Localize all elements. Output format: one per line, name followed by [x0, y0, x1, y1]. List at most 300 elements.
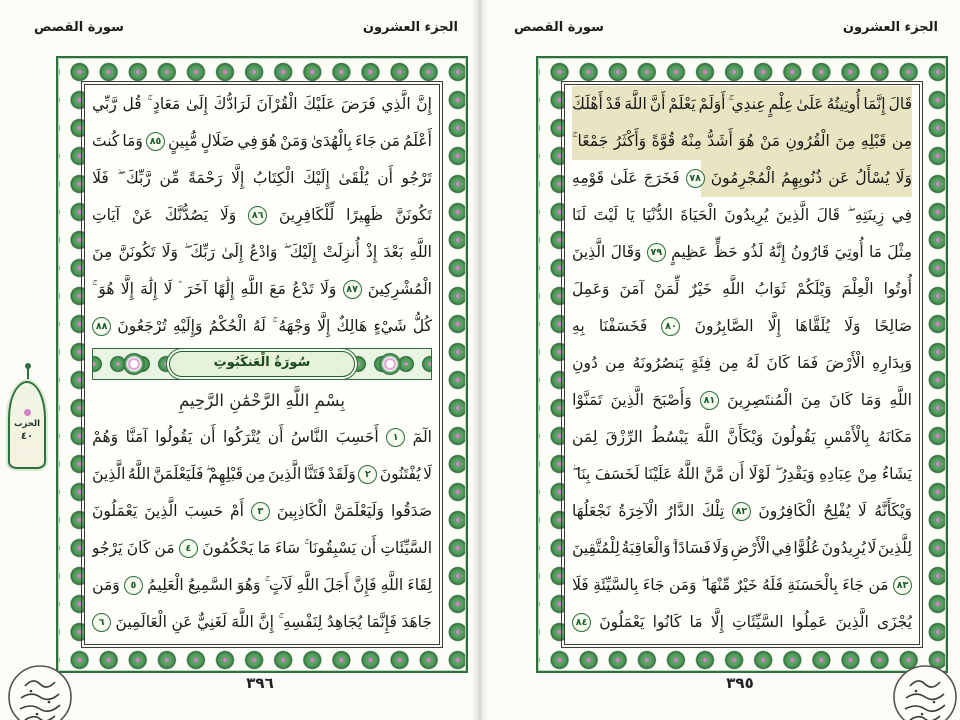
word: تَدْعُ	[292, 280, 314, 298]
word: وَيْلَكُمْ	[795, 280, 832, 298]
word: الَّذِينَ	[775, 206, 810, 224]
word: يُجَاهِدُ	[326, 613, 363, 631]
word: الَّذِي	[381, 95, 411, 113]
word: الَّذِينَ	[268, 465, 302, 483]
ayah-marker: ٨٢	[732, 502, 751, 521]
word: كَانَ	[829, 391, 853, 409]
page-number: ٣٩٥	[726, 674, 754, 692]
word: إِلَّا	[710, 613, 724, 631]
hizb-marker	[5, 366, 51, 476]
quran-line	[572, 382, 912, 419]
word: أَن	[267, 428, 284, 446]
word: يَحْكُمُونَ	[202, 539, 254, 557]
word: صَالِحًا	[874, 317, 912, 335]
quran-line	[92, 419, 432, 456]
word: هُوَ	[738, 132, 755, 150]
word: وَأَكْثَرُ	[613, 132, 647, 150]
word: حَسِبَ	[184, 502, 224, 520]
word: الْعَلِيمُ	[147, 576, 184, 594]
word: مِّن	[159, 169, 180, 187]
word: كَانُوا	[652, 613, 682, 631]
word: يَعْمَلُونَ	[92, 502, 138, 520]
word: جَاءَ	[355, 132, 377, 150]
quran-line	[92, 123, 432, 160]
word: عَنْ	[131, 206, 153, 224]
word: بِالْحَسَنَةِ	[787, 576, 838, 594]
word: عَلَىٰ	[796, 95, 824, 113]
word: أَهْلَكَ	[572, 95, 603, 113]
word: مِّنْهَا	[705, 576, 731, 594]
word: جَاءَ	[842, 576, 864, 594]
word: زِينَتِهِ	[854, 206, 885, 224]
word: يَشَاءُ	[881, 465, 912, 483]
word: أَشَدُّ	[707, 132, 733, 150]
word: إِلَّا	[767, 317, 781, 335]
word: يَنصُرُونَهُ	[632, 354, 684, 372]
word: وَلَيَعْلَمَنَّ	[333, 502, 385, 520]
word: الْقُرْآنَ	[256, 95, 298, 113]
word: لَنَا	[572, 206, 587, 224]
surah-title-banner	[92, 345, 432, 383]
word: مِنْ	[857, 465, 878, 483]
word: الْمُشْرِكِينَ	[367, 280, 432, 298]
word: عَلَيْنَا	[643, 465, 673, 483]
word: إِنَّ	[416, 95, 432, 113]
word: عَنِ	[171, 613, 193, 631]
surah-header: سورة القصص	[34, 20, 124, 35]
word: كُلُّ	[412, 317, 432, 335]
ayah-marker: ٨٠	[661, 317, 680, 336]
word: أَن	[728, 465, 745, 483]
word: تَكُونَنَّ	[395, 206, 432, 224]
word: يَعْمَلُونَ	[599, 613, 645, 631]
word: لَذُو	[742, 243, 764, 261]
quran-line	[572, 345, 912, 382]
ayah-marker: ٨٤	[572, 613, 591, 632]
word: إِلَىٰ	[185, 95, 208, 113]
word: لَا	[867, 539, 877, 557]
quran-line	[92, 308, 432, 345]
word: قَدْ	[605, 95, 622, 113]
word: هَالِكٌ	[336, 317, 368, 335]
word: الدُّنْيَا	[642, 206, 673, 224]
word: وَأَصْبَحَ	[652, 391, 692, 409]
word: مِن	[718, 354, 739, 372]
word: أُوتِيتُهُ	[826, 95, 861, 113]
word: فَخَرَجَ	[643, 169, 680, 187]
quran-line	[92, 456, 432, 493]
word: وَعَمِلَ	[572, 280, 610, 298]
word: اللَّهِ	[889, 391, 912, 409]
word: الصَّابِرُونَ	[694, 317, 754, 335]
word: أَعْلَمُ	[402, 132, 432, 150]
word: وَلَا	[712, 539, 729, 557]
word: أَجَلَ	[323, 576, 349, 594]
word: لَيْتَ	[593, 206, 619, 224]
word: مِنَ	[92, 243, 113, 261]
word: الْقُرُونِ	[785, 132, 830, 150]
ayah-marker: ٧٩	[647, 243, 666, 262]
word: السَّمِيعُ	[187, 576, 233, 594]
word: وَجْهَهُ	[278, 317, 311, 335]
word: الْحَيَاةَ	[680, 206, 717, 224]
word: اللَّهِ	[409, 243, 432, 261]
word: أَنَّ	[649, 95, 666, 113]
word: ظَهِيرًا	[346, 206, 384, 224]
rosette-icon	[123, 353, 145, 375]
word: مَعَ	[269, 280, 286, 298]
word: قَالَ	[816, 206, 840, 224]
word: عِلْمٍ	[768, 95, 794, 113]
word: الْأَرْضِ	[730, 539, 770, 557]
word: أُوتُوا	[883, 280, 912, 298]
word: إِلَّا	[231, 169, 245, 187]
word: تُرْجَعُونَ	[117, 317, 167, 335]
word: يُرِيدُونَ	[724, 206, 769, 224]
word: النَّاسُ	[290, 428, 329, 446]
word: بِالْهُدَىٰ	[310, 132, 352, 150]
quran-line	[92, 567, 432, 604]
word: لِمَن	[572, 428, 598, 446]
word: وَمَن	[668, 576, 697, 594]
word: وَمَا	[122, 132, 143, 150]
ayah-marker: ١	[386, 428, 405, 447]
word: قَبْلِهِ	[860, 132, 887, 150]
ayah-marker: ٨٦	[248, 206, 267, 225]
word: آمَنَ	[619, 280, 644, 298]
word: لَا	[423, 465, 432, 483]
word: يُسْأَلُ	[855, 169, 890, 187]
word: مِنَ	[835, 132, 856, 150]
ayah-marker: ٧٨	[686, 169, 705, 188]
ayah-marker: ٦	[92, 613, 111, 632]
word: قَبْلِهِمْ	[208, 465, 243, 483]
quran-line	[92, 234, 432, 271]
word: الْكِتَابُ	[252, 169, 295, 187]
word: أَمْ	[230, 502, 244, 520]
word: قُوَّةً	[651, 132, 676, 150]
word: مِن	[245, 465, 266, 483]
word: وَلَقَدْ	[327, 465, 356, 483]
word: وَمَا	[860, 391, 882, 409]
word: اللَّهَ	[696, 428, 719, 446]
banner-ornament	[92, 348, 432, 380]
word: وَلَا	[844, 317, 861, 335]
word: هُوَ	[98, 280, 115, 298]
word: سَاءَ	[274, 539, 300, 557]
basmala: بِسْمِ اللَّهِ الرَّحْمَٰنِ الرَّحِيمِ	[179, 391, 345, 410]
word: فِئَةٍ	[690, 354, 712, 372]
word: أُوتِيَ	[834, 243, 864, 261]
word: لِّمَنْ	[653, 280, 680, 298]
word: الْحُكْمُ	[208, 317, 247, 335]
word: إِلَٰهَ	[140, 280, 158, 298]
word: مَن	[154, 539, 175, 557]
word: إِلَيْكَ	[303, 169, 330, 187]
word: مَعَادٍ	[152, 95, 181, 113]
word: آيَاتِ	[92, 206, 120, 224]
ayah-marker: ٨٣	[893, 576, 912, 595]
word: لَا	[857, 502, 867, 520]
quran-text-area	[564, 84, 920, 645]
word: آمَنَّا	[125, 428, 148, 446]
word: لَخَسَفَ	[594, 465, 640, 483]
word: مَن	[868, 576, 889, 594]
word: الَّذِينَ	[92, 465, 126, 483]
word: لِّلْكَافِرِينَ	[279, 206, 335, 224]
word: بِالسَّيِّئَةِ	[593, 576, 639, 594]
word: وَيْكَأَنَّ	[726, 428, 764, 446]
word: دُونِ	[572, 354, 598, 372]
word: يُفْتَنُونَ	[379, 465, 421, 483]
word: وَبِدَارِهِ	[872, 354, 912, 372]
word: يَبْسُطُ	[650, 428, 689, 446]
word: رَّبِّكَ	[126, 169, 151, 187]
word: أُنزِلَتْ	[322, 243, 360, 261]
word: كُنتَ	[92, 132, 120, 150]
word: مِن	[891, 132, 912, 150]
word: لَوْلَا	[748, 465, 771, 483]
rosette-icon	[379, 353, 401, 375]
word: فَلَيَعْلَمَنَّ	[152, 465, 204, 483]
word: اللَّهِ	[296, 576, 320, 594]
word: وَهُوَ	[236, 576, 261, 594]
quran-line	[572, 123, 912, 160]
surah-title-text: سُورَةُ الْعَنكَبُوتِ	[169, 351, 354, 377]
word: تَكُونَنَّ	[118, 243, 156, 261]
word: وَالْعَاقِبَةُ	[621, 539, 671, 557]
word: وَيَقْدِرُ	[779, 465, 815, 483]
word: بِنَا	[576, 465, 591, 483]
word: مَّنَّ	[703, 465, 725, 483]
word: آخَرَ	[184, 280, 208, 298]
word: عَلَىٰ	[610, 169, 638, 187]
word: مَن	[379, 132, 400, 150]
word: لَغَنِيٌّ	[197, 613, 227, 631]
word: وَهُمْ	[92, 428, 119, 446]
word: فِي	[771, 539, 792, 557]
word: الْآخِرَةُ	[618, 502, 658, 520]
word: لَا	[163, 280, 173, 298]
word: بَعْدَ	[383, 243, 404, 261]
dome-medallion-icon	[8, 381, 46, 469]
juz-header: الجزء العشرون	[842, 20, 938, 35]
word: اللَّهِ	[380, 576, 404, 594]
word: اللَّهُ	[127, 465, 151, 483]
word: فَإِنَّمَا	[366, 613, 397, 631]
word: وَمَن	[92, 576, 120, 594]
ayah-marker: ٤	[179, 539, 198, 558]
word: فَسَادًا	[673, 539, 711, 557]
quran-line	[572, 160, 912, 197]
word: إِلَّا	[120, 280, 134, 298]
quran-line	[572, 308, 912, 345]
quran-line	[92, 604, 432, 641]
quran-line	[572, 86, 912, 123]
word: مُّبِينٍ	[168, 132, 198, 150]
word: مِنْهُ	[680, 132, 702, 150]
word: حَظٍّ	[713, 243, 738, 261]
spire-icon	[27, 366, 29, 382]
word: اللَّهَ	[231, 613, 254, 631]
word: يُجْزَى	[876, 613, 912, 631]
word: اللَّهَ	[624, 95, 647, 113]
word: جَاءَ	[642, 576, 665, 594]
word: جَاهَدَ	[401, 613, 432, 631]
word: فِي	[237, 132, 258, 150]
word: يُلْقَىٰ	[338, 169, 369, 187]
word: إِلَّا	[317, 317, 331, 335]
word: الْأَرْضَ	[825, 354, 865, 372]
word: إِنَّمَا	[863, 95, 886, 113]
word: وَقَالَ	[610, 243, 642, 261]
word: الْعَالَمِينَ	[115, 613, 167, 631]
word: الدَّارُ	[665, 502, 695, 520]
word: يُلَقَّاهَا	[795, 317, 830, 335]
word: خَيْرٌ	[734, 576, 758, 594]
word: إِلَيْكَ	[289, 243, 317, 261]
word: مَا	[868, 243, 882, 261]
word: بِالْأَمْسِ	[823, 428, 870, 446]
word: الَّذِينَ	[835, 613, 869, 631]
word: يَقُولُوا	[155, 428, 193, 446]
word: وَادْعُ	[249, 243, 278, 261]
publisher-seal-icon	[892, 664, 958, 720]
word: يَعْلَمْ	[668, 95, 696, 113]
word: اللَّهِ	[722, 280, 745, 298]
word: يَصُدُّنَّكَ	[164, 206, 209, 224]
juz-header: الجزء العشرون	[362, 20, 458, 35]
word: ذُنُوبِهِمُ	[781, 169, 823, 187]
word: عَظِيمٍ	[671, 243, 709, 261]
ayah-marker: ٨٧	[343, 280, 362, 299]
word: لَهُ	[252, 317, 266, 335]
word: أَن	[360, 539, 377, 557]
word: السَّيِّئَاتِ	[732, 613, 784, 631]
word: رَبِّكَ	[190, 243, 216, 261]
quran-line	[572, 567, 912, 604]
word: فَخَسَفْنَا	[598, 317, 648, 335]
page-number: ٣٩٦	[246, 674, 274, 692]
word: مَا	[257, 539, 271, 557]
word: قَالَ	[888, 95, 912, 113]
word: يَقُولُونَ	[771, 428, 816, 446]
ayah-marker: ٥	[124, 576, 143, 595]
word: الَّذِينَ	[572, 243, 606, 261]
word: لَآتٍ	[268, 576, 293, 594]
word: فَلَا	[92, 169, 109, 187]
word: إِنَّهُ	[768, 243, 786, 261]
word: الْمُجْرِمُونَ	[710, 169, 776, 187]
word: الْكَافِرُونَ	[758, 502, 816, 520]
word: جَمْعًا	[577, 132, 609, 150]
word: يُرِيدُونَ	[821, 539, 866, 557]
word: رَّبِّي	[92, 95, 117, 113]
word: مِنَ	[800, 391, 821, 409]
quran-line	[92, 160, 432, 197]
word: لَهُ	[746, 354, 760, 372]
word: قُل	[122, 95, 142, 113]
word: الَّذِينَ	[144, 502, 178, 520]
word: تَمَنَّوْا	[572, 391, 603, 409]
word: الٓمٓ	[412, 428, 432, 446]
word: وَإِلَيْهِ	[172, 317, 203, 335]
word: وَلَا	[219, 206, 237, 224]
hizb-label: الحزب	[13, 418, 41, 429]
ayah-marker: ٣	[251, 502, 270, 521]
quran-line	[572, 197, 912, 234]
word: الرِّزْقَ	[605, 428, 643, 446]
hizb-number: ٤٠	[20, 430, 34, 442]
quran-line	[92, 493, 432, 530]
word: قَوْمِهِ	[572, 169, 605, 187]
word: عَلَيْكَ	[303, 95, 336, 113]
word: تَرْجُو	[401, 169, 432, 187]
ornamental-border	[56, 56, 468, 673]
word: يَسْبِقُونَا	[308, 539, 357, 557]
quran-line	[92, 197, 432, 234]
quran-line	[572, 530, 912, 567]
word: الْعِلْمَ	[841, 280, 874, 298]
quran-line	[572, 493, 912, 530]
word: إِذْ	[366, 243, 378, 261]
word: مَا	[689, 613, 703, 631]
word: شَيْءٍ	[373, 317, 407, 335]
word: عَن	[828, 169, 850, 187]
word: يَا	[625, 206, 635, 224]
word: لِلَّذِينَ	[877, 539, 912, 557]
word: وَيْكَأَنَّهُ	[874, 502, 912, 520]
word: صَدَقُوا	[390, 502, 432, 520]
word: فَمَا	[797, 354, 819, 372]
word: بِهِ	[572, 317, 585, 335]
publisher-seal-icon	[7, 664, 73, 720]
word: إِلَىٰ	[221, 243, 244, 261]
word: لِلْمُتَّقِينَ	[572, 539, 620, 557]
word: فَلَهُ	[762, 576, 783, 594]
word: أَن	[377, 169, 393, 187]
word: أَوَلَمْ	[698, 95, 726, 113]
word: أَن	[199, 428, 216, 446]
ayah-marker: ٨١	[700, 391, 719, 410]
word: كَانَ	[126, 539, 151, 557]
word: كَانَ	[766, 354, 790, 372]
word: يَرْجُو	[92, 539, 123, 557]
word: ثَوَابُ	[754, 280, 786, 298]
quran-line	[92, 86, 432, 123]
page-right	[480, 0, 960, 720]
word: لَرَادُّكَ	[213, 95, 251, 113]
ayah-marker: ٨٥	[146, 132, 165, 151]
word: اللَّهِ	[240, 280, 264, 298]
word: وَلَا	[320, 280, 337, 298]
flower-dot-icon	[24, 409, 31, 416]
quran-line	[572, 604, 912, 641]
word: لِنَفْسِهِ	[282, 613, 323, 631]
word: الْكَاذِبِينَ	[276, 502, 327, 520]
word: وَلَا	[895, 169, 912, 187]
word: رَحْمَةً	[188, 169, 223, 187]
word: عُلُوًّا	[793, 539, 821, 557]
ayah-marker: ٢	[358, 465, 377, 484]
quran-line	[92, 271, 432, 308]
word: عَمِلُوا	[791, 613, 828, 631]
quran-text-area	[84, 84, 440, 645]
word: مِثْلَ	[887, 243, 912, 261]
ayah-marker: ٨٨	[92, 317, 111, 336]
word: الْمُنتَصِرِينَ	[727, 391, 793, 409]
word: قَارُونُ	[790, 243, 830, 261]
